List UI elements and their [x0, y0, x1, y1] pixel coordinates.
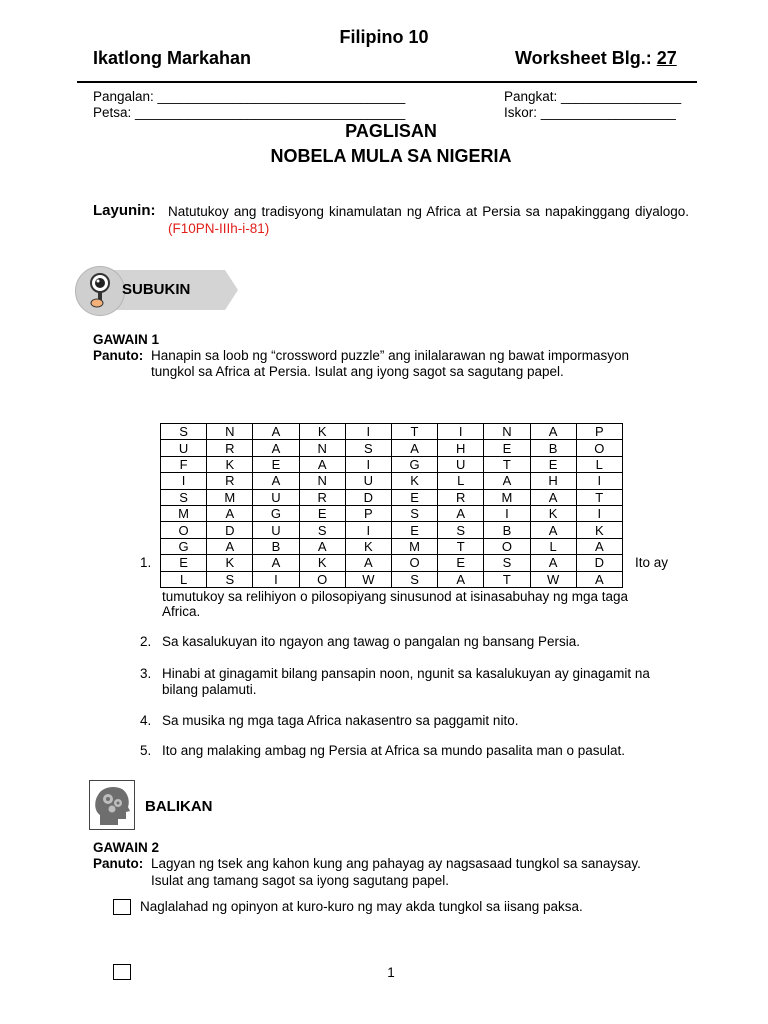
crossword-row — [161, 456, 623, 472]
crossword-cell: E — [438, 555, 484, 571]
crossword-cell: K — [207, 555, 253, 571]
petsa-field[interactable]: Petsa: ____________________________________ — [93, 105, 406, 120]
crossword-cell: S — [438, 522, 484, 538]
crossword-cell: R — [299, 489, 345, 505]
crossword-cell: K — [530, 505, 576, 521]
crossword-cell: U — [161, 440, 207, 456]
item-2-number: 2. — [140, 634, 152, 649]
balikan-icon-box — [89, 780, 135, 830]
crossword-cell: U — [253, 522, 299, 538]
crossword-cell: M — [161, 505, 207, 521]
item-3-line1: Hinabi at ginagamit bilang pansapin noon, ngunit sa kasalukuyan ay ginagamit na — [162, 666, 650, 681]
crossword-row — [161, 473, 623, 489]
crossword-cell: S — [161, 424, 207, 440]
crossword-cell: I — [161, 473, 207, 489]
balikan-label: BALIKAN — [145, 798, 213, 815]
iskor-field[interactable]: Iskor: __________________ — [504, 105, 676, 120]
crossword-cell: I — [576, 505, 622, 521]
crossword-cell: A — [484, 473, 530, 489]
item-1-tail: Ito ay — [635, 555, 669, 570]
gawain1-title: GAWAIN 1 — [93, 332, 160, 347]
pangkat-field[interactable]: Pangkat: ________________ — [504, 89, 682, 104]
lesson-subtitle: NOBELA MULA SA NIGERIA — [270, 146, 512, 166]
crossword-cell: O — [161, 522, 207, 538]
subukin-label: SUBUKIN — [122, 281, 191, 298]
subject-title: Filipino 10 — [339, 27, 429, 47]
crossword-cell: E — [253, 456, 299, 472]
crossword-cell: E — [391, 489, 437, 505]
crossword-cell: A — [345, 555, 391, 571]
crossword-cell: A — [576, 571, 622, 587]
gawain2-panuto-label: Panuto: — [93, 856, 144, 871]
crossword-cell: L — [161, 571, 207, 587]
layunin-text — [168, 203, 689, 237]
worksheet-number — [515, 48, 677, 69]
crossword-cell: R — [207, 440, 253, 456]
crossword-cell: A — [299, 538, 345, 554]
crossword-cell: D — [576, 555, 622, 571]
item-5-number: 5. — [140, 743, 152, 758]
crossword-cell: P — [345, 505, 391, 521]
item-3-number: 3. — [140, 666, 152, 681]
crossword-row — [161, 424, 623, 440]
crossword-cell: R — [207, 473, 253, 489]
crossword-cell: O — [391, 555, 437, 571]
crossword-cell: O — [576, 440, 622, 456]
gawain2-title: GAWAIN 2 — [93, 840, 160, 855]
worksheet-number-value: 27 — [656, 48, 677, 68]
crossword-cell: L — [576, 456, 622, 472]
gawain2-item-1: Naglalahad ng opinyon at kuro-kuro ng may akda tungkol sa iisang paksa. — [140, 899, 583, 914]
crossword-row — [161, 522, 623, 538]
crossword-cell: H — [438, 440, 484, 456]
item-3-line2: bilang palamuti. — [162, 682, 257, 697]
layunin-body: Natutukoy ang tradisyong kinamulatan ng Africa at Persia sa napakinggang diyalogo. — [168, 204, 689, 219]
item-2-text: Sa kasalukuyan ito ngayon ang tawag o pangalan ng bansang Persia. — [162, 634, 581, 649]
crossword-row — [161, 489, 623, 505]
page-number: 1 — [387, 965, 395, 980]
gawain1-panuto-line1: Hanapin sa loob ng “crossword puzzle” ang inilalarawan ng bawat impormasyon — [151, 348, 630, 363]
crossword-cell: W — [530, 571, 576, 587]
layunin-label: Layunin: — [93, 202, 156, 219]
crossword-cell: A — [576, 538, 622, 554]
item-4-number: 4. — [140, 713, 152, 728]
crossword-cell: I — [345, 424, 391, 440]
competency-code: (F10PN-IIIh-i-81) — [168, 221, 270, 236]
crossword-cell: N — [207, 424, 253, 440]
crossword-cell: I — [438, 424, 484, 440]
crossword-cell: A — [530, 522, 576, 538]
crossword-cell: M — [484, 489, 530, 505]
crossword-cell: U — [438, 456, 484, 472]
crossword-cell: W — [345, 571, 391, 587]
crossword-cell: A — [253, 473, 299, 489]
crossword-cell: E — [161, 555, 207, 571]
crossword-cell: I — [345, 456, 391, 472]
crossword-row — [161, 505, 623, 521]
crossword-row — [161, 440, 623, 456]
crossword-row — [161, 538, 623, 554]
crossword-cell: E — [299, 505, 345, 521]
crossword-cell: G — [253, 505, 299, 521]
crossword-cell: S — [299, 522, 345, 538]
subukin-icon-circle — [75, 266, 125, 316]
crossword-cell: G — [161, 538, 207, 554]
crossword-cell: M — [391, 538, 437, 554]
crossword-cell: S — [391, 571, 437, 587]
crossword-cell: E — [391, 522, 437, 538]
crossword-cell: E — [484, 440, 530, 456]
crossword-cell: S — [207, 571, 253, 587]
item-5-text: Ito ang malaking ambag ng Persia at Africa sa mundo pasalita man o pasulat. — [162, 743, 626, 758]
gawain2-panuto-line2: Isulat ang tamang sagot sa iyong sagutang papel. — [151, 873, 449, 888]
crossword-cell: U — [345, 473, 391, 489]
crossword-cell: F — [161, 456, 207, 472]
crossword-cell: A — [299, 456, 345, 472]
crossword-row — [161, 571, 623, 587]
header-divider — [77, 81, 697, 83]
worksheet-label: Worksheet Blg.: — [515, 48, 652, 68]
gawain2-panuto-line1: Lagyan ng tsek ang kahon kung ang pahayag ay nagsasaad tungkol sa sanaysay. — [151, 856, 641, 871]
quarter-label: Ikatlong Markahan — [93, 48, 252, 68]
crossword-cell: T — [484, 571, 530, 587]
crossword-cell: N — [299, 473, 345, 489]
crossword-cell: K — [299, 424, 345, 440]
crossword-cell: S — [161, 489, 207, 505]
crossword-cell: P — [576, 424, 622, 440]
crossword-cell: L — [530, 538, 576, 554]
crossword-cell: A — [530, 424, 576, 440]
crossword-cell: K — [576, 522, 622, 538]
crossword-cell: G — [391, 456, 437, 472]
crossword-cell: A — [530, 555, 576, 571]
gawain1-panuto-label: Panuto: — [93, 348, 144, 363]
crossword-cell: N — [299, 440, 345, 456]
crossword-cell: I — [484, 505, 530, 521]
crossword-cell: T — [438, 538, 484, 554]
crossword-cell: S — [345, 440, 391, 456]
head-gears-icon — [90, 781, 134, 829]
crossword-cell: A — [253, 424, 299, 440]
crossword-cell: E — [530, 456, 576, 472]
crossword-cell: M — [207, 489, 253, 505]
item-1-line2: Africa. — [162, 604, 201, 619]
crossword-cell: I — [253, 571, 299, 587]
crossword-cell: I — [576, 473, 622, 489]
crossword-cell: T — [576, 489, 622, 505]
crossword-grid — [160, 423, 623, 588]
crossword-cell: A — [253, 555, 299, 571]
crossword-cell: B — [253, 538, 299, 554]
crossword-cell: L — [438, 473, 484, 489]
crossword-cell: R — [438, 489, 484, 505]
crossword-cell: T — [391, 424, 437, 440]
crossword-cell: K — [345, 538, 391, 554]
crossword-cell: N — [484, 424, 530, 440]
crossword-cell: U — [253, 489, 299, 505]
crossword-cell: A — [438, 505, 484, 521]
magnifier-person-icon — [76, 267, 124, 315]
crossword-cell: K — [299, 555, 345, 571]
crossword-cell: D — [207, 522, 253, 538]
crossword-cell: A — [530, 489, 576, 505]
crossword-cell: S — [484, 555, 530, 571]
checkbox-item-1[interactable] — [113, 899, 131, 915]
crossword-cell: A — [438, 571, 484, 587]
crossword-cell: O — [299, 571, 345, 587]
crossword-cell: S — [391, 505, 437, 521]
crossword-cell: B — [530, 440, 576, 456]
pangalan-field[interactable]: Pangalan: _________________________________ — [93, 89, 406, 104]
crossword-cell: A — [207, 538, 253, 554]
crossword-cell: A — [391, 440, 437, 456]
crossword-cell: B — [484, 522, 530, 538]
crossword-cell: O — [484, 538, 530, 554]
crossword-cell: H — [530, 473, 576, 489]
lesson-title: PAGLISAN — [345, 121, 437, 141]
crossword-cell: I — [345, 522, 391, 538]
crossword-cell: T — [484, 456, 530, 472]
crossword-cell: K — [391, 473, 437, 489]
crossword-cell: A — [253, 440, 299, 456]
item-1-number: 1. — [140, 555, 152, 570]
item-1-line1: tumutukoy sa relihiyon o pilosopiyang sinusunod at isinasabuhay ng mga taga — [162, 589, 629, 604]
crossword-cell: K — [207, 456, 253, 472]
crossword-cell: A — [207, 505, 253, 521]
crossword-row — [161, 555, 623, 571]
item-4-text: Sa musika ng mga taga Africa nakasentro sa paggamit nito. — [162, 713, 519, 728]
gawain1-panuto-line2: tungkol sa Africa at Persia. Isulat ang iyong sagot sa sagutang papel. — [151, 364, 564, 379]
crossword-cell: D — [345, 489, 391, 505]
